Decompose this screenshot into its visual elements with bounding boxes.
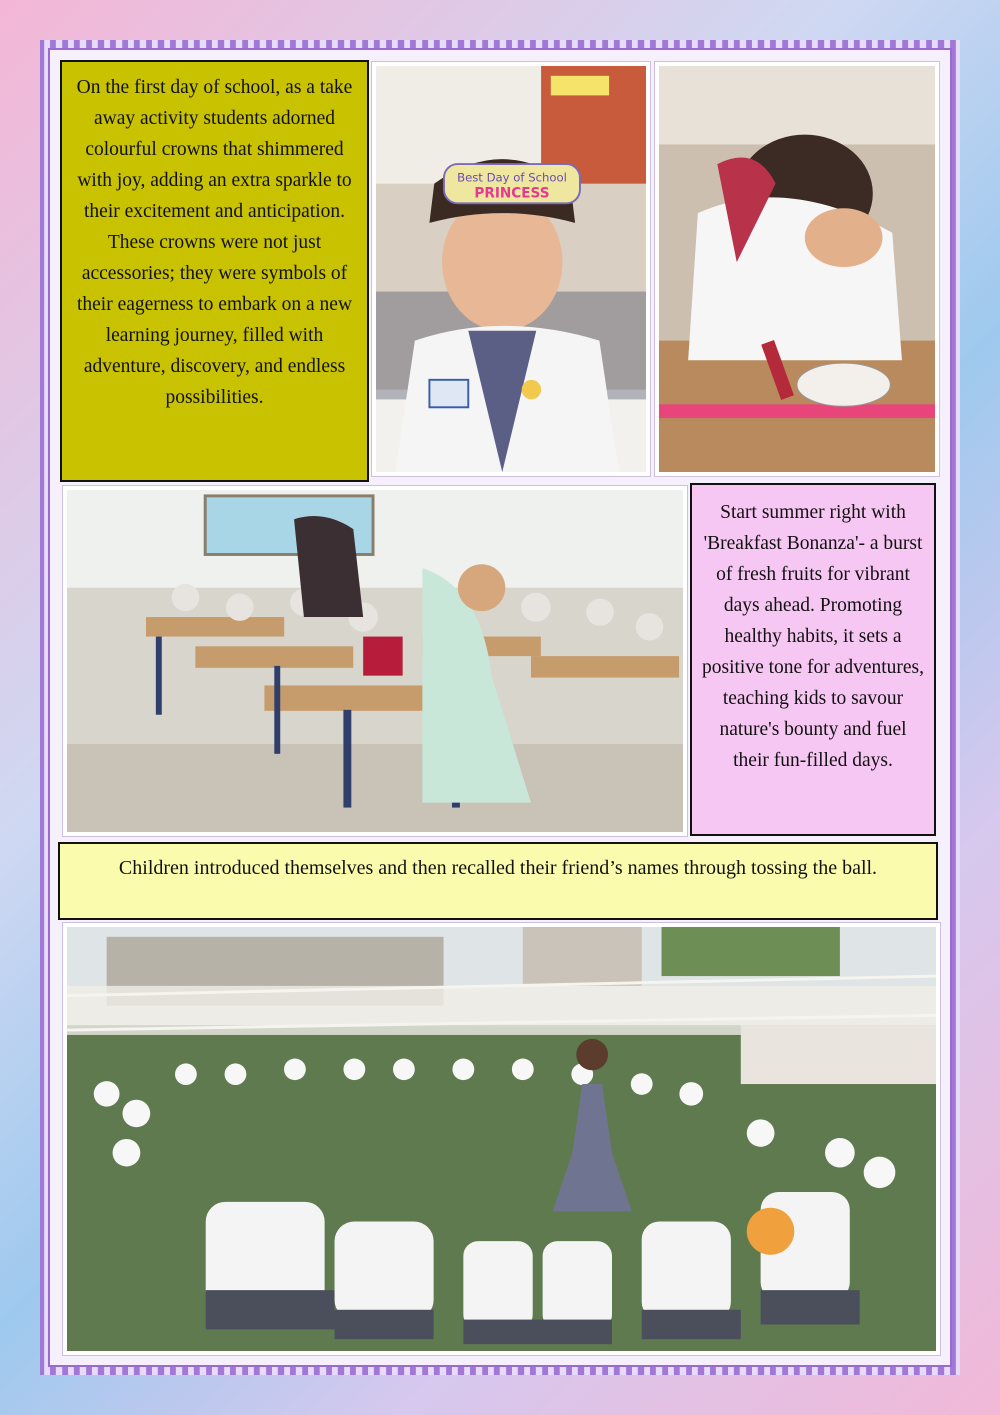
breakfast-text-box <box>690 483 936 836</box>
circle-game-photo-image <box>67 927 936 1351</box>
ball-game-text-box <box>58 842 938 920</box>
crown-line1: Best Day of School <box>457 170 567 185</box>
breakfast-text: Start summer right with 'Breakfast Bonanza'- a burst of fresh fruits for vibrant days ahead. Promoting healthy habits, it sets a positive tone for adventures, teaching kids to savour nature's bounty and fuel their fun-filled days. <box>701 502 925 771</box>
crown-photo <box>372 62 650 476</box>
breakfast-photo <box>63 486 687 836</box>
crowns-text-box <box>60 60 369 482</box>
crowns-text: On the first day of school, as a take away activity students adorned colourful crowns that shimmered with joy, adding an extra sparkle to their excitement and anticipation. These crowns were not just accessories; they were symbols of their eagerness to embark on a new learning journey, filled with adventure, discovery, and endless possibilities. <box>76 77 353 408</box>
writing-photo <box>655 62 939 476</box>
ball-game-text: Children introduced themselves and then recalled their friend’s names through tossing the ball. <box>118 857 878 879</box>
writing-photo-image <box>659 66 935 472</box>
circle-game-photo <box>63 923 940 1355</box>
breakfast-photo-image <box>67 490 683 832</box>
crown-photo-image <box>376 66 646 472</box>
crown-line2: PRINCESS <box>474 185 550 202</box>
